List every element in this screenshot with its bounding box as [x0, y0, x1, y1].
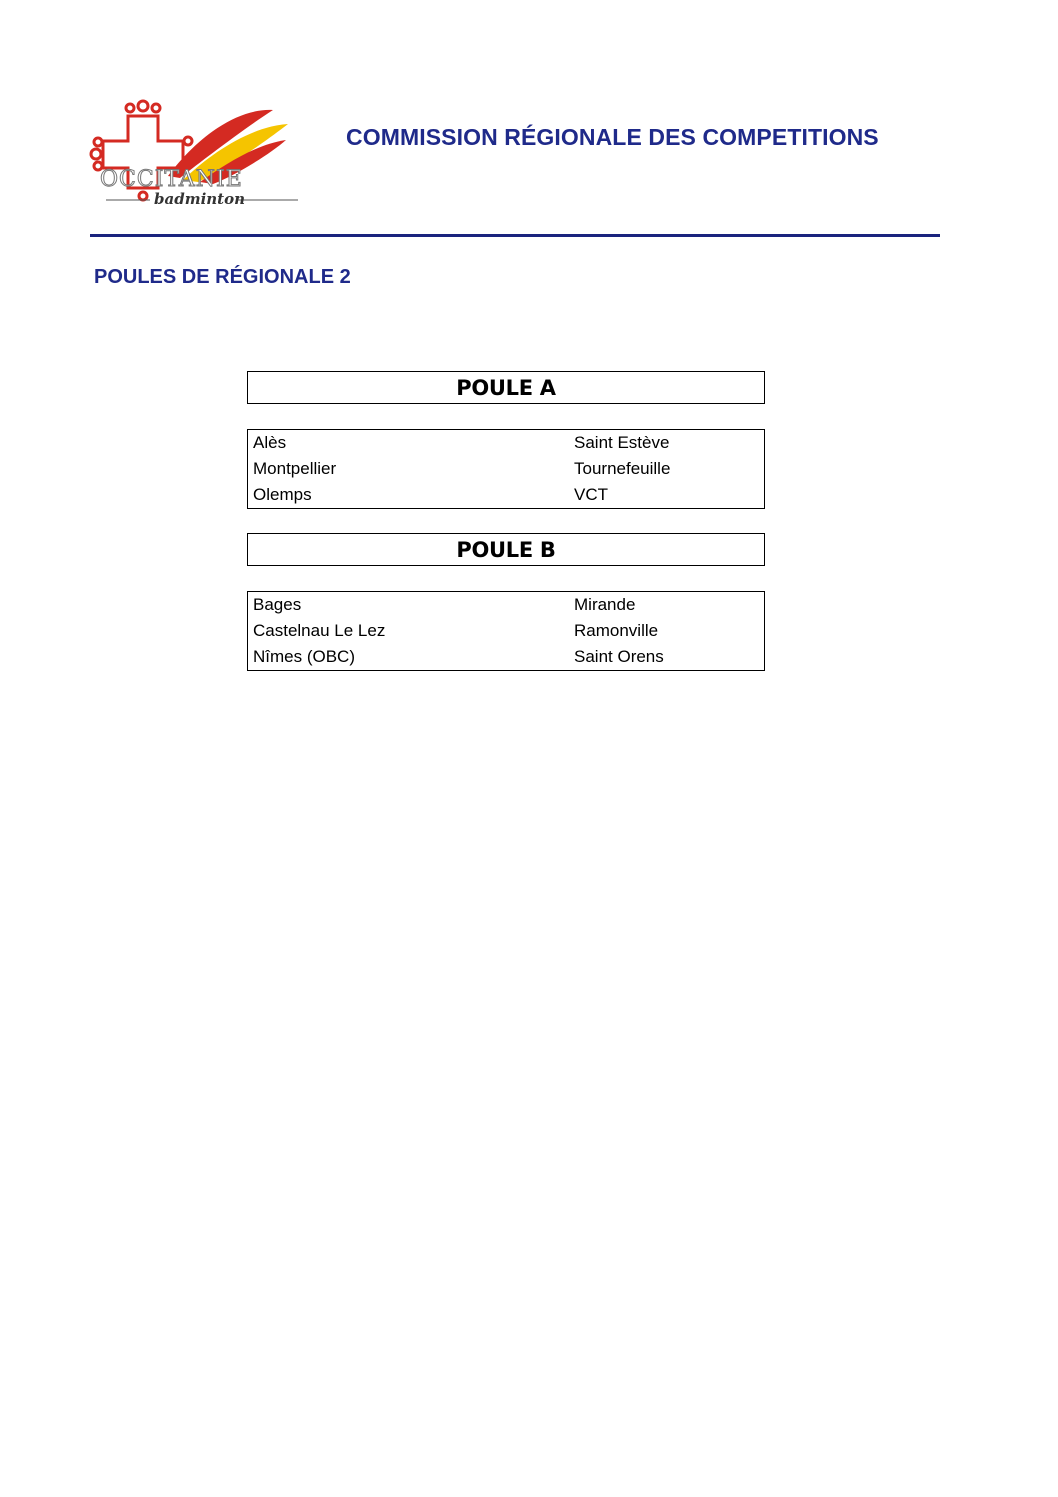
team-name: Nîmes (OBC)	[253, 647, 355, 666]
poule-a-header: POULE A	[247, 371, 765, 404]
poule-b-teams	[247, 591, 765, 671]
poule-b-header: POULE B	[247, 533, 765, 566]
team-name: Olemps	[253, 485, 312, 504]
logo-wordmark: OCCITANIE	[100, 167, 243, 192]
team-name: Tournefeuille	[574, 459, 671, 478]
table-row	[248, 644, 764, 670]
occitanie-cross-icon	[88, 96, 302, 208]
team-name: Saint Orens	[574, 647, 664, 666]
table-row	[248, 456, 764, 482]
team-name: Alès	[253, 433, 287, 452]
team-name: VCT	[574, 485, 608, 504]
team-name: Montpellier	[253, 459, 337, 478]
team-name: Saint Estève	[574, 433, 670, 452]
occitanie-badminton-logo	[88, 96, 302, 208]
page-title: COMMISSION RÉGIONALE DES COMPETITIONS	[346, 124, 879, 150]
header-divider	[90, 234, 940, 237]
team-name: Castelnau Le Lez	[253, 621, 386, 640]
table-row	[248, 430, 764, 456]
team-name: Mirande	[574, 595, 636, 614]
table-row	[248, 482, 764, 508]
poule-a-teams	[247, 429, 765, 509]
table-row	[248, 618, 764, 644]
section-title: POULES DE RÉGIONALE 2	[94, 266, 351, 288]
team-name: Bages	[253, 595, 302, 614]
team-name: Ramonville	[574, 621, 659, 640]
table-row	[248, 592, 764, 618]
logo-subtext: badminton	[154, 190, 246, 208]
